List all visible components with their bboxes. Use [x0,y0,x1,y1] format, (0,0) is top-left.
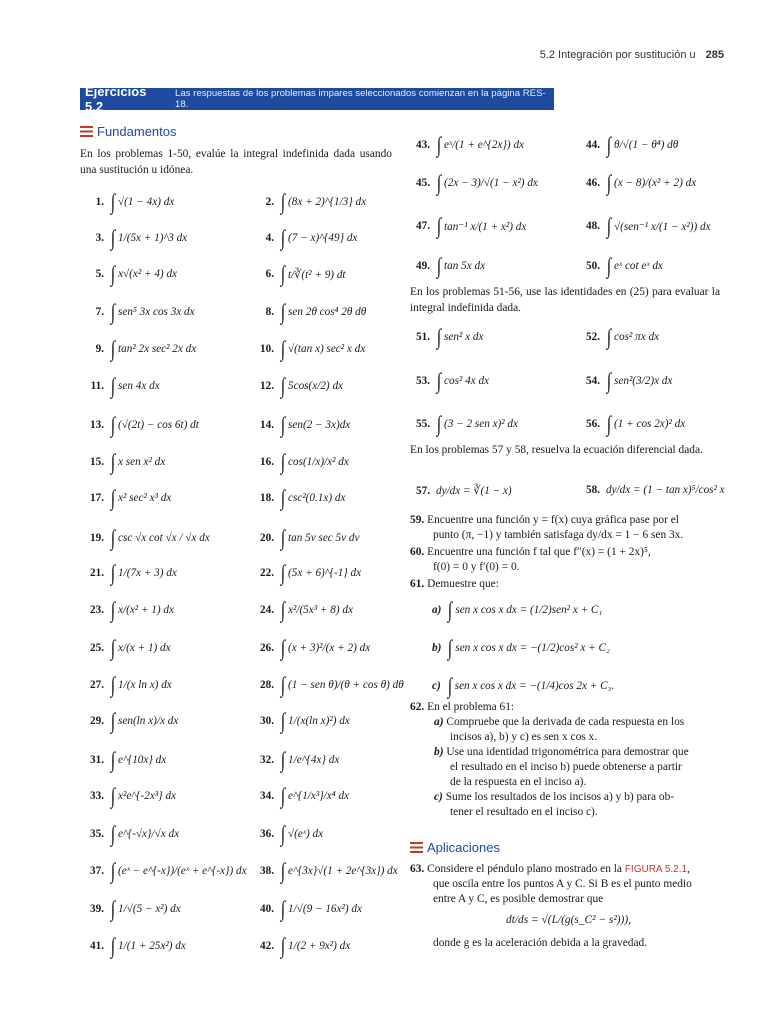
exercise-expression: sen(ln x)/x dx [118,715,179,727]
part-expression: sen x cos x dx = (1/2)sen² x + C₁ [455,604,603,616]
integral-sign-icon: ∫ [110,225,116,250]
exercise [78,191,174,213]
integral-sign-icon: ∫ [110,672,116,697]
exercise [404,370,489,392]
exercise [78,674,172,696]
exercise [404,172,538,194]
exercise [78,637,171,659]
integral-sign-icon: ∫ [110,747,116,772]
exercise-number: 40. [260,903,274,915]
exercise-expression: sen 2θ cos⁴ 2θ dθ [288,306,367,318]
exercise-number: 11. [90,380,104,392]
exercise-number: 37. [90,865,104,877]
integral-sign-icon: ∫ [280,747,286,772]
exercise-number: 58. [586,484,600,496]
exercise-expression: (√(2t) − cos 6t) dt [118,419,199,431]
integral-sign-icon: ∫ [280,373,286,398]
integral-sign-icon: ∫ [110,189,116,214]
exercise [78,527,210,549]
exercise-expression: 1/(x ln x) dx [118,679,172,691]
exercise [78,375,160,397]
exercise [248,823,323,845]
exercise-expression: sen⁵ 3x cos 3x dx [118,306,195,318]
exercise [78,710,178,732]
exercise-expression: 1/(5x + 1)^3 dx [118,232,188,244]
exercise-expression: (1 + cos 2x)² dx [614,418,686,430]
exercise [78,823,179,845]
section-bars-icon [410,842,423,853]
exercise-expression: cos² 4x dx [444,375,490,387]
exercise [248,599,353,621]
exercise [78,860,247,882]
exercise-number: 44. [586,139,600,151]
exercise-number: 9. [95,343,104,355]
integral-sign-icon: ∫ [606,132,612,157]
exercise [78,898,181,920]
exercise-number: 42. [260,940,274,952]
exercise-expression: csc √x cot √x / √x dx [118,532,210,544]
exercise-expression: tan⁻¹ x/(1 + x²) dx [444,220,527,233]
exercise [248,710,350,732]
exercise [248,785,349,807]
exercise-number: 43. [416,139,430,151]
exercise [248,749,339,771]
exercise-expression: e^{1/x³}/x⁴ dx [288,790,350,802]
exercise-expression: eˣ cot eˣ dx [614,260,663,272]
integral-sign-icon: ∫ [280,299,286,324]
exercise [78,599,174,621]
integral-sign-icon: ∫ [280,261,286,286]
integral-sign-icon: ∫ [110,560,116,585]
exercise-expression: (7 − x)^{49} dx [288,232,358,244]
exercise [78,935,186,957]
exercise-expression: x²/(5x³ + 8) dx [288,604,353,616]
integral-sign-icon: ∫ [436,170,442,195]
exercise-expression: (eˣ − e^{-x})/(eˣ + e^{-x}) dx [118,865,247,877]
exercise-number: 27. [90,679,104,691]
exercise-expression: (8x + 2)^{1/3} dx [288,196,367,208]
section-title: 5.2 Integración por sustitución u [539,49,696,61]
exercise [248,527,359,549]
exercise-expression: tan² 2x sec² 2x dx [118,343,197,355]
exercise [248,637,370,659]
part-label: b) [432,642,442,654]
integral-sign-icon: ∫ [448,597,453,622]
pendulum-equation: dt/ds = √(L/(g(s_C² − s²))), [506,914,631,926]
exercise-expression: csc²(0.1x) dx [288,492,346,504]
exercise-number: 35. [90,828,104,840]
integral-sign-icon: ∫ [447,673,452,698]
exercise-number: 8. [265,306,274,318]
exercise-number: 55. [416,418,430,430]
exercise-expression: √(tan x) sec² x dx [288,343,366,355]
exercise [78,487,171,509]
problem-59: 59. Encuentre una función y = f(x) cuya gráfica pase por el punto (π, −1) y también satisfaga dy/dx = 1 − 6 sen 3x. [410,514,684,541]
integral-sign-icon: ∫ [606,411,612,436]
exercise [248,451,349,473]
exercise-expression: sen² x dx [444,331,484,343]
exercise [574,255,663,277]
figure-link[interactable]: FIGURA 5.2.1 [624,864,688,875]
integral-sign-icon: ∫ [606,170,612,195]
integral-sign-icon: ∫ [110,708,116,733]
problem-63: 63. Considere el péndulo plano mostrado en la FIGURA 5.2.1, que oscila entre los puntos A y C. Si B es el punto medio entre A y C, es posible demostrar que dt/ds = √(L/(g(s_C² − s²))), donde g es la aceleración debida a la gravedad. [410,862,726,951]
part-label: c) [432,680,441,692]
exercise [78,301,195,323]
exercise-number: 17. [90,492,104,504]
part-label: a) [432,604,442,616]
exercise-expression: x/(x + 1) dx [118,642,171,654]
exercise [574,413,685,435]
exercise-number: 18. [260,492,274,504]
integral-sign-icon: ∫ [110,858,116,883]
exercise-number: 7. [95,306,104,318]
exercise-number: 26. [260,642,274,654]
integral-sign-icon: ∫ [280,896,286,921]
exercise-number: 2. [265,196,274,208]
problem-61-part [432,599,602,621]
exercise [248,860,398,882]
exercise-number: 57. [416,484,430,497]
exercise-expression: (x − 8)/(x² + 2) dx [614,177,697,189]
integral-sign-icon: ∫ [280,933,286,958]
exercise-number: 12. [260,380,274,392]
integral-sign-icon: ∫ [110,336,116,361]
exercise [248,375,343,397]
exercise-number: 56. [586,418,600,430]
exercise-expression: 1/e^{4x} dx [288,754,340,766]
integral-sign-icon: ∫ [606,253,612,278]
exercise [248,935,350,957]
integral-sign-icon: ∫ [110,261,116,286]
exercise-expression: 1/(2 + 9x²) dx [288,940,351,952]
exercise-number: 49. [416,260,430,272]
exercise [404,326,483,348]
exercise [404,484,512,497]
exercise-number: 28. [260,679,274,691]
integral-sign-icon: ∫ [110,525,116,550]
integral-sign-icon: ∫ [280,525,286,550]
exercise-expression: e^{-√x}/√x dx [118,828,180,840]
exercise-expression: cos² πx dx [614,331,660,343]
exercise-number: 48. [586,220,600,232]
exercise [78,227,187,249]
exercise-expression: 1/(1 + 25x²) dx [118,940,186,952]
exercise-expression: x√(x² + 4) dx [118,268,178,280]
exercise-expression: θ/√(1 − θ⁴) dθ [614,139,679,151]
exercise-number: 19. [90,532,104,544]
exercise-expression: cos(1/x)/x² dx [288,456,349,468]
exercise [78,785,176,807]
integral-sign-icon: ∫ [436,324,442,349]
problem-61-part [432,637,610,659]
exercise-expression: x²e^{-2x³} dx [118,790,176,802]
exercise-expression: e^{3x}√(1 + 2e^{3x}) dx [288,865,398,877]
integral-sign-icon: ∫ [280,336,286,361]
integral-sign-icon: ∫ [280,821,286,846]
integral-sign-icon: ∫ [280,225,286,250]
exercise-number: 22. [260,567,274,579]
exercise-number: 29. [90,715,104,727]
exercise-expression: 1/√(9 − 16x²) dx [288,903,362,915]
exercise-expression: (x + 3)²/(x + 2) dx [288,642,371,654]
exercise-number: 33. [90,790,104,802]
integral-sign-icon: ∫ [436,132,442,157]
exercise [78,338,196,360]
exercise [78,562,177,584]
problem-61-part [432,675,614,697]
exercise [574,326,659,348]
exercise [78,414,199,436]
integral-sign-icon: ∫ [436,368,442,393]
integral-sign-icon: ∫ [110,485,116,510]
exercise [248,414,350,436]
integral-sign-icon: ∫ [280,783,286,808]
exercise-number: 45. [416,177,430,189]
integral-sign-icon: ∫ [606,368,612,393]
integral-sign-icon: ∫ [110,373,116,398]
exercise-expression: x/(x² + 1) dx [118,604,174,616]
exercise-expression: tan 5v sec 5v dv [288,532,360,544]
exercise-number: 52. [586,331,600,343]
integral-sign-icon: ∫ [280,672,286,697]
exercise-expression: 1/(7x + 3) dx [118,567,177,579]
exercise-expression: sen(2 − 3x)dx [288,419,351,431]
exercise-expression: eˣ/(1 + e^{2x}) dx [444,139,524,151]
problem-61: 61. Demuestre que: [410,578,499,590]
exercise [78,451,165,473]
integral-sign-icon: ∫ [436,411,442,436]
exercise-expression: (2x − 3)/√(1 − x²) dx [444,177,538,189]
integral-sign-icon: ∫ [606,213,612,238]
exercise-expression: (3 − 2 sen x)² dx [444,418,518,430]
exercise-number: 13. [90,419,104,431]
exercise [248,562,361,584]
exercise-number: 38. [260,865,274,877]
running-head [540,49,724,61]
exercise-number: 41. [90,940,104,952]
exercise-number: 50. [586,260,600,272]
exercise-number: 6. [265,268,274,280]
integral-sign-icon: ∫ [110,783,116,808]
exercise-expression: 5cos(x/2) dx [288,380,344,392]
exercise [78,749,166,771]
integral-sign-icon: ∫ [436,253,442,278]
exercise-number: 20. [260,532,274,544]
integral-sign-icon: ∫ [280,597,286,622]
exercise-expression: sen²(3/2)x dx [614,375,673,387]
exercise-number: 24. [260,604,274,616]
exercise-number: 14. [260,419,274,431]
exercise-expression: sen 4x dx [118,380,160,392]
exercise-number: 31. [90,754,104,766]
exercise-expression: (5x + 6)^{-1} dx [288,567,362,579]
exercise [404,134,524,156]
exercise-number: 47. [416,220,430,232]
exercise-expression: x sen x² dx [118,456,166,468]
integral-sign-icon: ∫ [110,635,116,660]
exercise-number: 23. [90,604,104,616]
exercise-number: 39. [90,903,104,915]
exercise-expression: dy/dx = ∛(1 − x) [436,485,512,497]
fundamentos-heading: Fundamentos [80,124,177,139]
exercise-expression: 1/√(5 − x²) dx [118,903,181,915]
integral-sign-icon: ∫ [110,933,116,958]
exercise-number: 4. [265,232,274,244]
problem-60: 60. Encuentre una función f tal que f″(x) = (1 + 2x)⁵, f(0) = 0 y f′(0) = 0. [410,546,651,573]
trig-intro: En los problemas 51-56, use las identidades en (25) para evaluar la integral indefinida dada. [410,286,720,314]
exercise [574,215,711,237]
exercise [248,263,346,285]
fundamentos-intro: En los problemas 1-50, evalúe la integral indefinida dada usando una sustitución u idónea. [80,148,392,176]
problem-62: 62. En el problema 61: a) Compruebe que la derivada de cada respuesta en los incisos a), b) y c) es sen x cos x. b) Use una identidad trigonométrica para demostrar que el resultado en el inciso b) puede obtenerse a partir de la respuesta en el inciso a). c) Sume los resultados de los incisos a) y b) para ob- tener el resultado en el inciso c). [410,701,689,818]
exercise-number: 5. [95,268,104,280]
integral-sign-icon: ∫ [110,821,116,846]
exercise-expression: tan 5x dx [444,260,486,272]
exercise [404,215,526,237]
exercise [574,134,678,156]
exercise-expression: dy/dx = (1 − tan x)⁵/cos² x [606,484,725,496]
exercise-number: 46. [586,177,600,189]
exercise [248,191,366,213]
integral-sign-icon: ∫ [448,635,453,660]
integral-sign-icon: ∫ [110,412,116,437]
exercise-expression: (1 − sen θ)/(θ + cos θ) dθ [288,679,404,691]
exercise-expression: √(sen⁻¹ x/(1 − x²)) dx [614,220,711,233]
exercise-number: 34. [260,790,274,802]
integral-sign-icon: ∫ [436,213,442,238]
exercise-expression: e^{10x} dx [118,754,167,766]
exercise-number: 32. [260,754,274,766]
exercise-expression: 1/(x(ln x)²) dx [288,715,350,727]
exercise [574,172,696,194]
exercise-expression: x² sec² x³ dx [118,492,172,504]
exercise [248,898,362,920]
exercise-number: 53. [416,375,430,387]
integral-sign-icon: ∫ [280,449,286,474]
integral-sign-icon: ∫ [280,635,286,660]
exercise-number: 21. [90,567,104,579]
exercise [78,263,177,285]
integral-sign-icon: ∫ [280,412,286,437]
exercise-number: 54. [586,375,600,387]
exercise-expression: √(1 − 4x) dx [118,196,175,208]
page-number: 285 [705,49,724,61]
exercise [248,487,345,509]
exercise-number: 1. [95,196,104,208]
banner-note: Las respuestas de los problemas impares seleccionados comienzan en la página RES-18. [175,88,546,110]
exercise [248,674,404,696]
exercise [248,227,357,249]
exercise [404,255,485,277]
exercises-banner [80,84,554,114]
exercise-number: 3. [95,232,104,244]
exercise [248,338,365,360]
exercise-expression: √(eˣ) dx [288,828,324,840]
integral-sign-icon: ∫ [110,449,116,474]
exercise [574,484,725,496]
integral-sign-icon: ∫ [280,708,286,733]
exercise-number: 15. [90,456,104,468]
exercise-number: 16. [260,456,274,468]
de-intro: En los problemas 57 y 58, resuelva la ecuación diferencial dada. [410,444,703,456]
aplicaciones-heading: Aplicaciones [410,840,500,855]
integral-sign-icon: ∫ [280,189,286,214]
exercise-number: 10. [260,343,274,355]
part-expression: sen x cos x dx = −(1/2)cos² x + C₂ [455,642,610,654]
exercise-number: 36. [260,828,274,840]
section-bars-icon [80,126,93,137]
exercise [574,370,672,392]
integral-sign-icon: ∫ [110,896,116,921]
integral-sign-icon: ∫ [280,858,286,883]
part-expression: sen x cos x dx = −(1/4)cos 2x + C₃. [454,680,615,692]
exercise-number: 51. [416,331,430,343]
integral-sign-icon: ∫ [606,324,612,349]
integral-sign-icon: ∫ [280,485,286,510]
exercise [404,413,518,435]
banner-title: Ejercicios 5.2 [85,84,147,114]
exercise-number: 25. [90,642,104,654]
integral-sign-icon: ∫ [280,560,286,585]
integral-sign-icon: ∫ [110,299,116,324]
exercise-number: 30. [260,715,274,727]
exercise [248,301,366,323]
exercise-expression: t/∛(t² + 9) dt [288,268,346,281]
integral-sign-icon: ∫ [110,597,116,622]
